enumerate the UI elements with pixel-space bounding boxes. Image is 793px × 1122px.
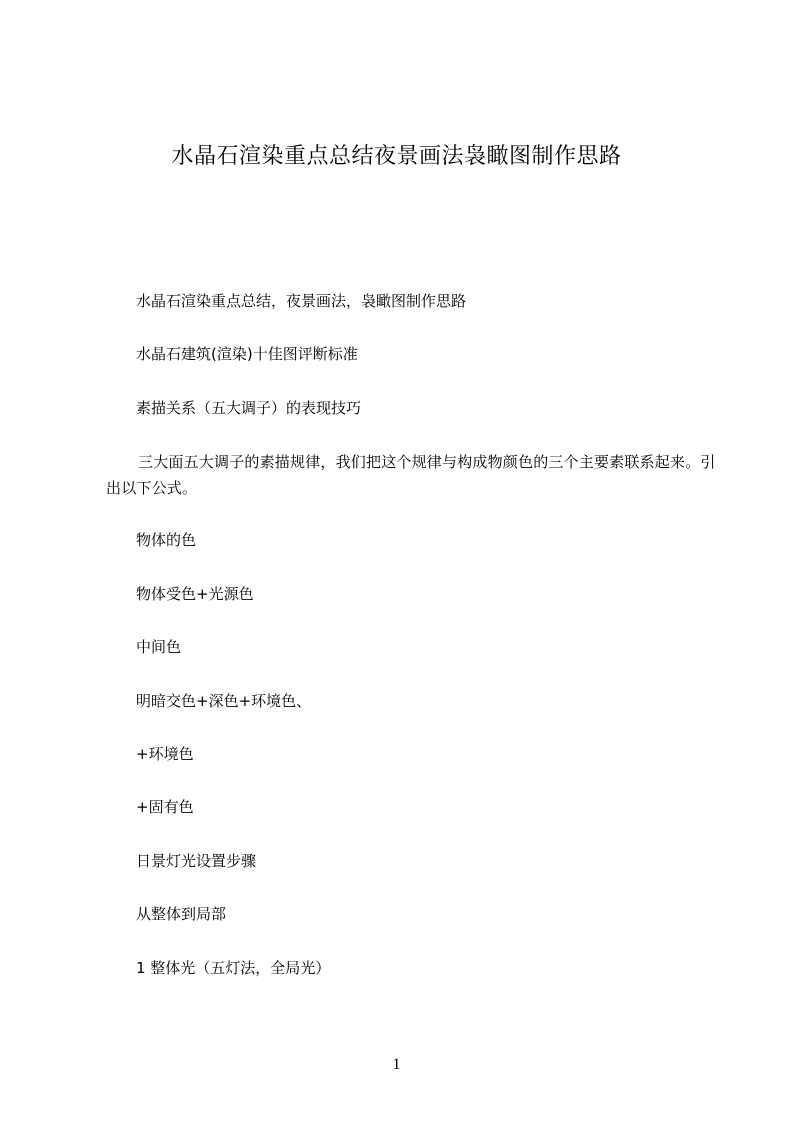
page-number: 1 (392, 1056, 401, 1073)
paragraph-overall-light: 1 整体光（五灯法，全局光） (136, 959, 331, 977)
paragraph-object-color: 物体的色 (136, 531, 197, 549)
paragraph-local-color: +固有色 (136, 798, 194, 816)
paragraph-terminator-color: 明暗交色+深色+环境色、 (136, 692, 312, 710)
paragraph-whole-to-part: 从整体到局部 (136, 905, 227, 923)
paragraph-summary: 水晶石渲染重点总结，夜景画法，袅瞰图制作思路 (136, 292, 467, 310)
paragraph-daylight-steps: 日景灯光设置步骤 (136, 852, 257, 870)
paragraph-received-light-color: 物体受色+光源色 (136, 585, 254, 603)
document-title: 水晶石渲染重点总结夜景画法袅瞰图制作思路 (171, 144, 622, 169)
paragraph-middle-color: 中间色 (136, 638, 182, 656)
paragraph-environment-color: +环境色 (136, 745, 194, 763)
paragraph-evaluation-standard: 水晶石建筑(渲染)十佳图评断标准 (136, 345, 358, 363)
paragraph-sketch-rule: 三大面五大调子的素描规律，我们把这个规律与构成物颜色的三个主要素联系起来。引出以下公式。 (106, 453, 716, 497)
paragraph-sketch-technique: 素描关系（五大调子）的表现技巧 (136, 399, 362, 417)
